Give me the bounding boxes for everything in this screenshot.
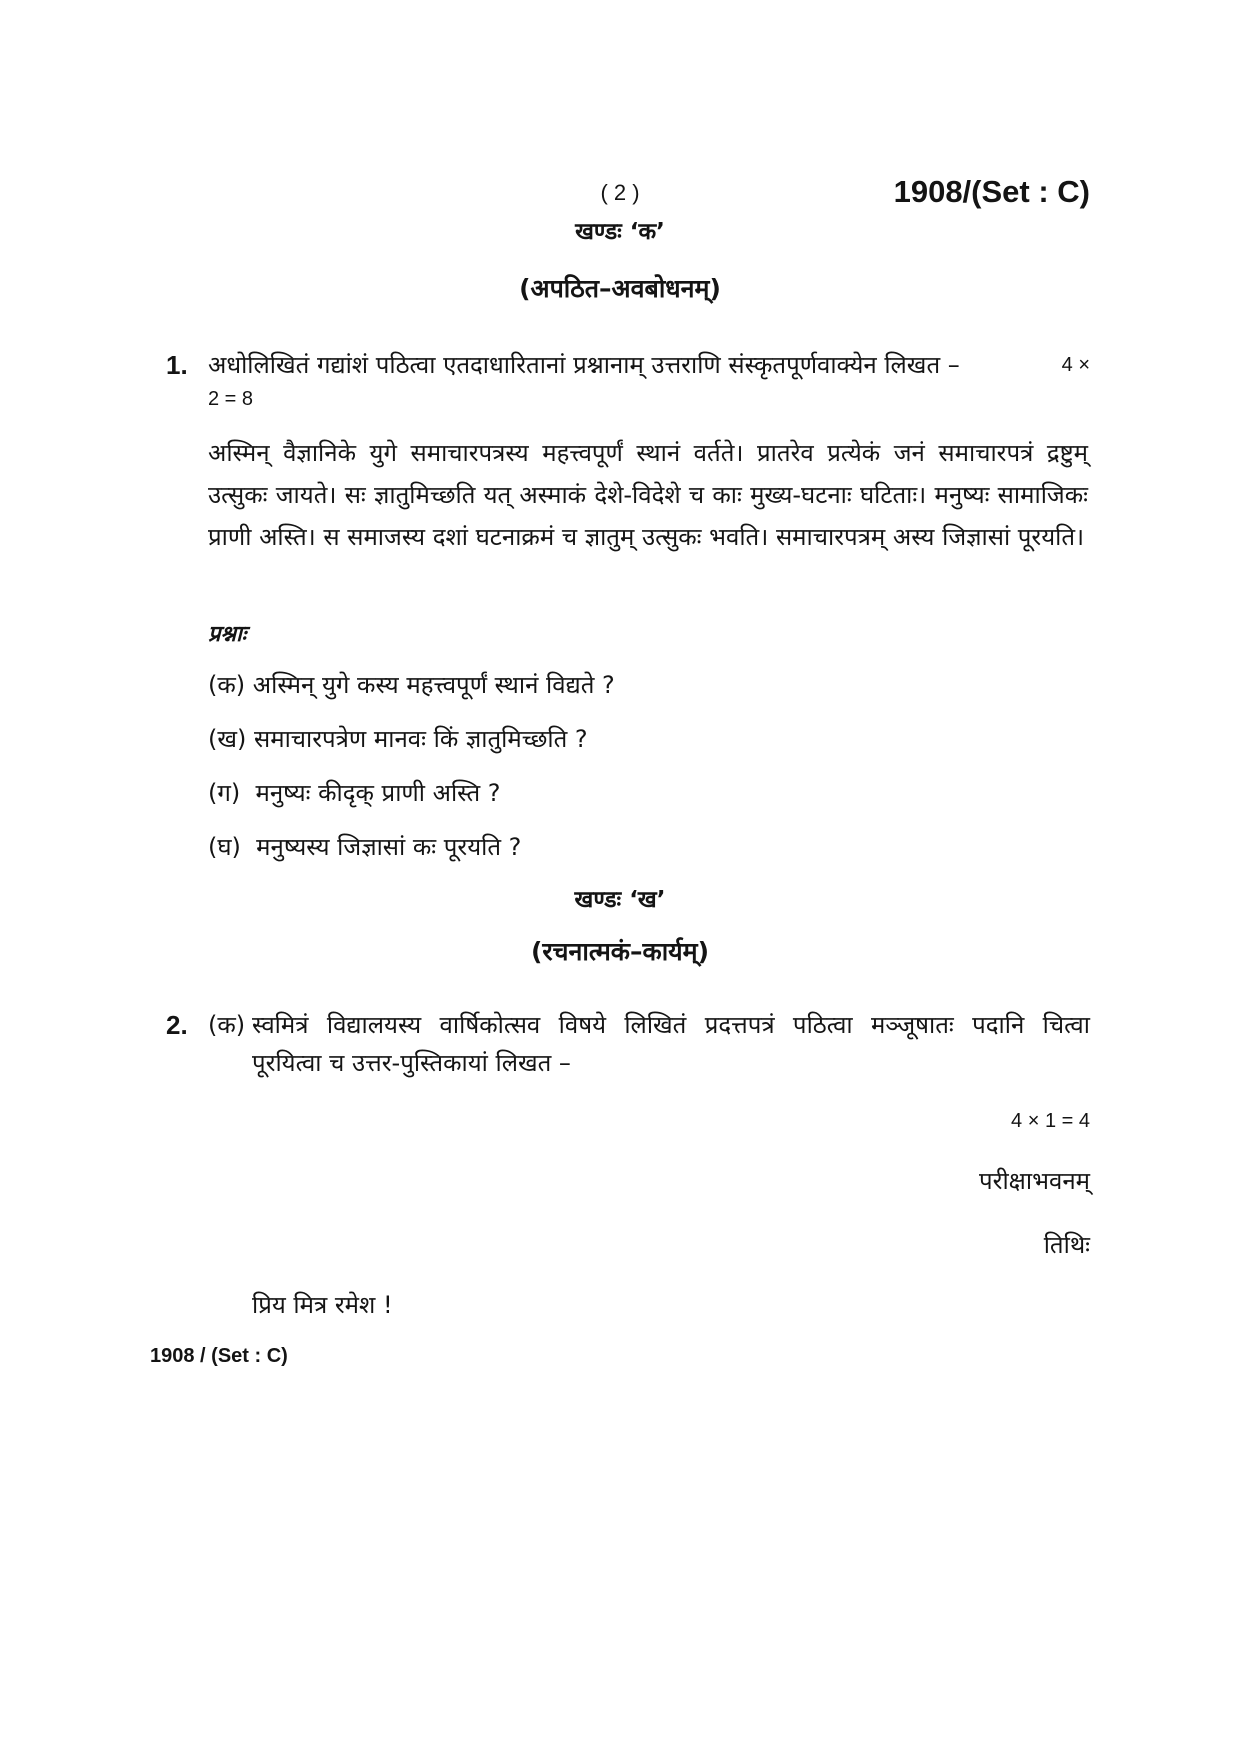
question-2-line-2: पूरयित्वा च उत्तर-पुस्तिकायां लिखत – (252, 1049, 571, 1077)
question-1-instruction: अधोलिखितं गद्यांशं पठित्वा एतदाधारितानां प्रश्नानाम् उत्तराणि संस्कृतपूर्णवाक्येन लिखत – (208, 351, 960, 379)
section-b-title: खण्डः ‘ख’ (574, 887, 666, 913)
page-number: ( 2 ) (600, 180, 640, 205)
paper-code-footer: 1908 / (Set : C) (150, 1345, 288, 1367)
section-b-subtitle: (रचनात्मकं–कार्यम्) (530, 937, 710, 966)
question-2-line-1: स्वमित्रं विद्यालयस्य वार्षिकोत्सव विषये लिखितं प्रदत्तपत्रं पठित्वा मञ्जूषातः पदानि चित्वा (252, 1011, 1090, 1039)
question-2-number: 2. (166, 1010, 188, 1040)
question-2-part-ka: (क) (208, 1011, 246, 1039)
letter-address: परीक्षाभवनम् (979, 1167, 1090, 1195)
question-1-number: 1. (166, 350, 188, 380)
question-1-marks-part-a: 4 × (1061, 354, 1090, 376)
questions-label: प्रश्नाः (208, 622, 247, 647)
question-1-sub-ka: (क) अस्मिन् युगे कस्य महत्त्वपूर्णं स्थानं विद्यते ? (208, 671, 615, 699)
paper-code-header: 1908/(Set : C) (893, 174, 1090, 209)
section-a-subtitle: (अपठित–अवबोधनम्) (519, 274, 721, 303)
question-2-marks: 4 × 1 = 4 (1011, 1110, 1090, 1132)
question-1-sub-kha: (ख) समाचारपत्रेण मानवः किं ज्ञातुमिच्छति ? (208, 725, 588, 753)
passage: अस्मिन् वैज्ञानिके युगे समाचारपत्रस्य महत्त्वपूर्णं स्थानं वर्तते। प्रातरेव प्रत्येकं जनं समाचारपत्रं द्रष्टुम् उत्सुकः जायते। सः ज्ञातुमिच्छति यत् अस्माकं देशे-विदेशे च काः मुख्य-घटनाः घटिताः। मनुष्यः सामाजिकः प्राणी अस्ति। स समाजस्य दशां घटनाक्रमं च ज्ञातुम् उत्सुकः भवति। समाचारपत्रम् अस्य जिज्ञासां पूरयति। (208, 439, 1088, 551)
question-1-sub-gha: (घ) मनुष्यस्य जिज्ञासां कः पूरयति ? (208, 833, 522, 861)
question-1-marks-part-b: 2 = 8 (208, 388, 254, 410)
question-1-sub-ga: (ग) मनुष्यः कीदृक् प्राणी अस्ति ? (208, 779, 501, 807)
letter-date-label: तिथिः (1043, 1231, 1090, 1259)
letter-salutation: प्रिय मित्र रमेश ! (252, 1291, 393, 1319)
section-a-title: खण्डः ‘क’ (575, 219, 665, 245)
